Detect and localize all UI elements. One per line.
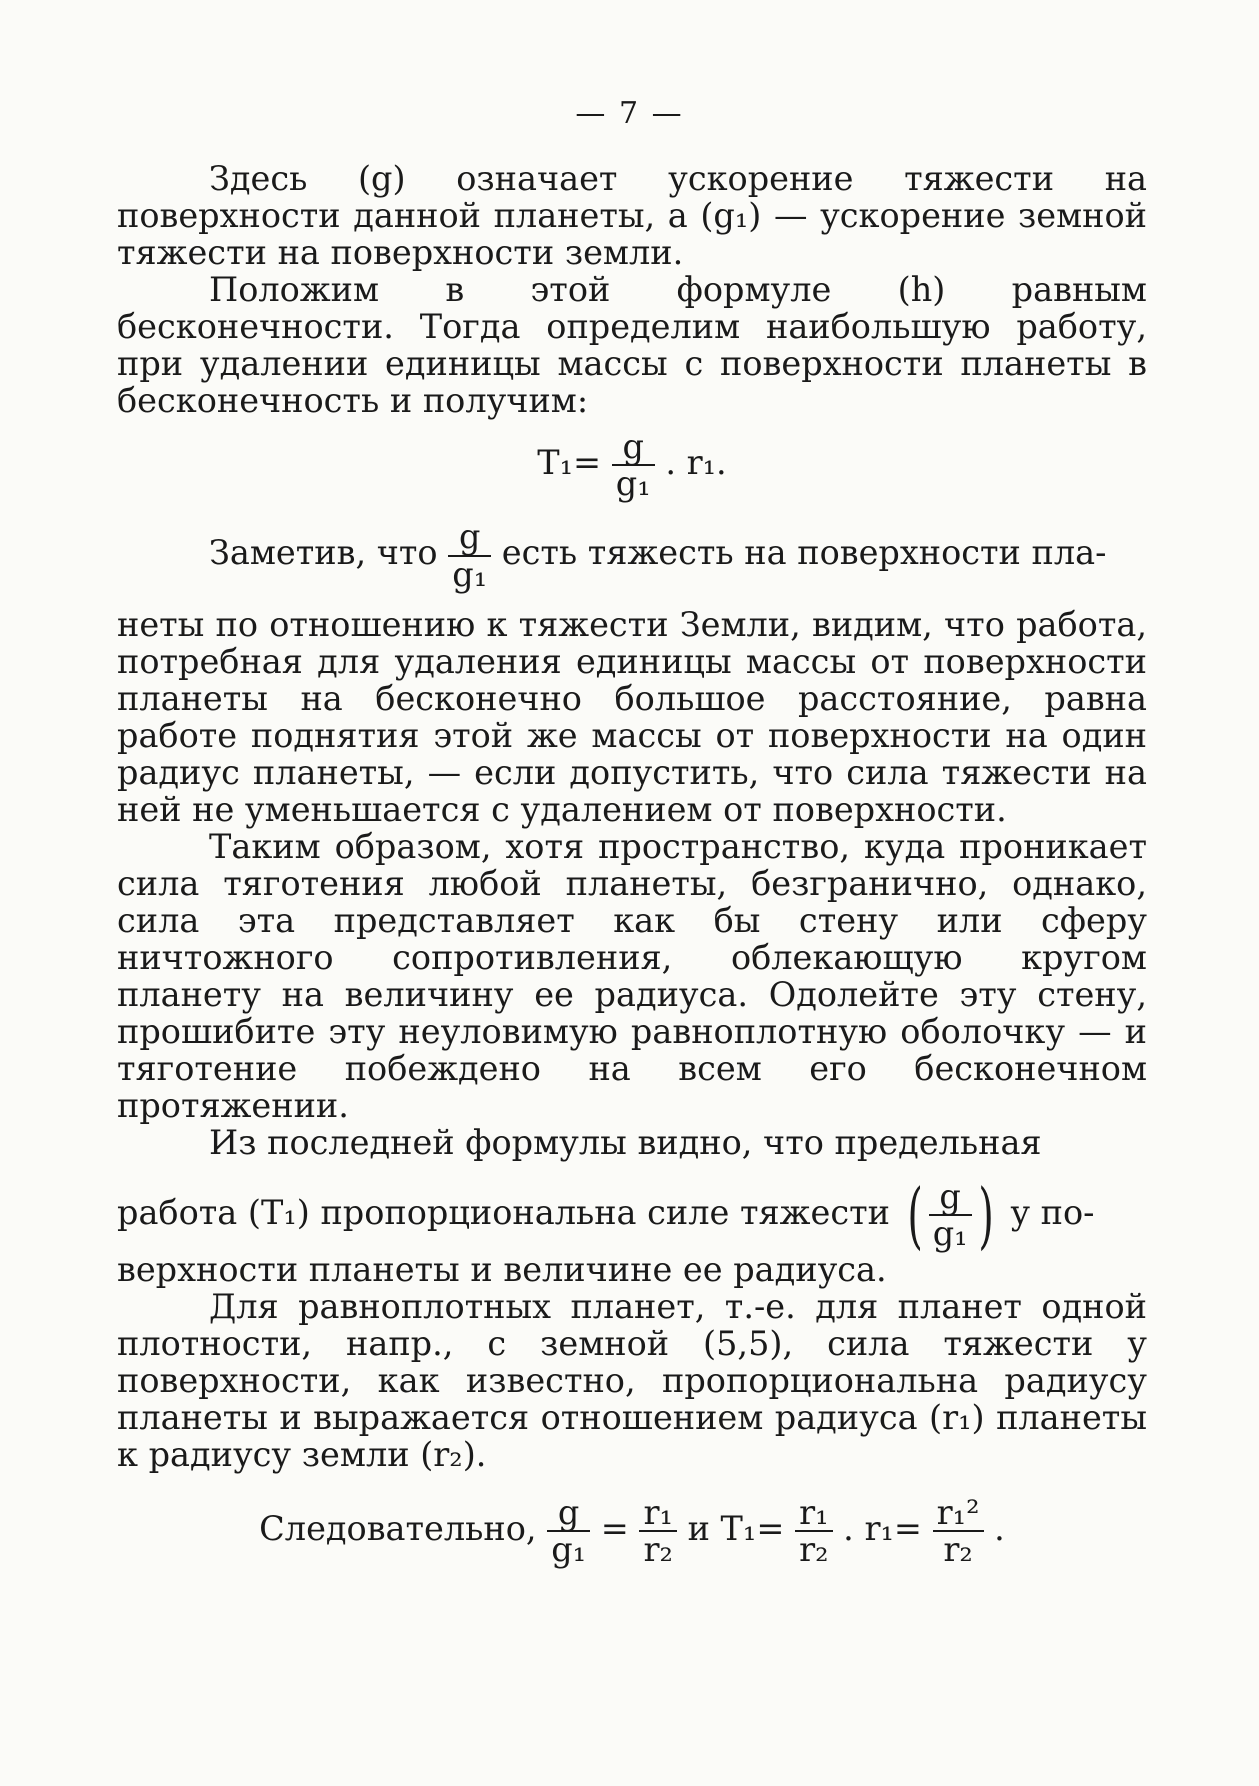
formula-equals: = [600,1509,629,1549]
paragraph-1: Здесь (g) означает ускорение тяжести на поверхности данной планеты, а (g₁) — ускорение земной тяжести на поверхности земли. [117,159,1147,272]
formula-fraction-r2 [795,1493,832,1570]
formula-fraction-r [639,1493,676,1570]
paragraph-3-tail: есть тяжесть на поверхности пла- [501,533,1107,573]
formula-t1-rhs: . r₁. [665,443,727,483]
paragraph-3-first-line [117,517,1147,594]
formula-t1 [117,427,1147,504]
fraction-denominator: r₂ [795,1530,832,1567]
formula-mid: и T₁= [687,1509,785,1549]
body-text [117,160,1147,1577]
fraction-numerator: g [939,1176,961,1216]
fraction-denominator: g₁ [547,1530,590,1567]
paragraph-3-fraction [448,517,491,594]
formula-t1-lhs: T₁= [537,443,602,483]
fraction-denominator: g₁ [612,464,655,501]
formula-end: . [994,1509,1005,1549]
right-parenthesis: ) [977,1172,994,1257]
fraction-numerator: g [458,517,481,557]
fraction-numerator: r₁ [799,1493,829,1533]
formula-multiply: . r₁= [843,1509,922,1549]
left-parenthesis: ( [906,1172,923,1257]
fraction-denominator: r₂ [639,1530,676,1567]
fraction-numerator: r₁ [643,1493,673,1533]
paragraph-3-rest: неты по отношению к тяжести Земли, видим, что работа, потребная для удаления единицы массы от поверхности планеты на бесконечно большое расстояние, равна работе поднятия этой же массы от поверхности на один радиус планеты, — если допустить, что сила тяжести на ней не уменьшается с удалением от поверхности. [117,604,1147,829]
paragraph-4: Таким образом, хотя пространство, куда проникает сила тяготения любой планеты, безгранично, однако, сила эта представляет как бы стену или сферу ничтожного сопротивления, облекающую кругом планету на величину ее радиуса. Одолейте эту стену, прошибите эту неуловимую равноплотную оболочку — и тяготение побеждено на всем его бесконечном протяжении. [117,826,1147,1125]
paragraph-2: Положим в этой формуле (h) равным бесконечности. Тогда определим наибольшую работу, при удалении единицы массы с поверхности планеты в бесконечность и получим: [117,270,1147,420]
fraction-numerator: g [557,1493,580,1533]
fraction-denominator: g₁ [929,1214,972,1251]
fraction-denominator: g₁ [448,555,491,592]
paragraph-5-line-2-lead: работа (T₁) пропорциональна силе тяжести [117,1192,890,1232]
paragraph-6: Для равноплотных планет, т.-е. для планет одной плотности, напр., с земной (5,5), сила тяжести у поверхности, как известно, пропорциональна радиусу планеты и выражается отношением радиуса (r₁) планеты к радиусу земли (r₂). [117,1287,1147,1475]
formula-lead: Следовательно, [259,1509,537,1549]
formula-t1-fraction [612,427,655,504]
formula-fraction-r-squared [933,1493,984,1570]
paragraph-5-line-2 [117,1172,1147,1257]
paragraph-3-lead: Заметив, что [209,533,438,573]
fraction-denominator: r₂ [933,1530,984,1567]
paragraph-5-rest: верхности планеты и величине ее радиуса. [117,1250,887,1290]
paragraph-5-fraction [929,1176,972,1253]
fraction-numerator: r₁² [936,1493,980,1533]
formula-conclusion [117,1493,1147,1570]
fraction-numerator: g [622,427,644,466]
formula-fraction-g [547,1493,590,1570]
paragraph-5-line-2-tail: у по- [1010,1192,1095,1232]
page-number: — 7 — [575,96,684,131]
paragraph-5: Из последней формулы видно, что предельная [209,1122,1042,1162]
